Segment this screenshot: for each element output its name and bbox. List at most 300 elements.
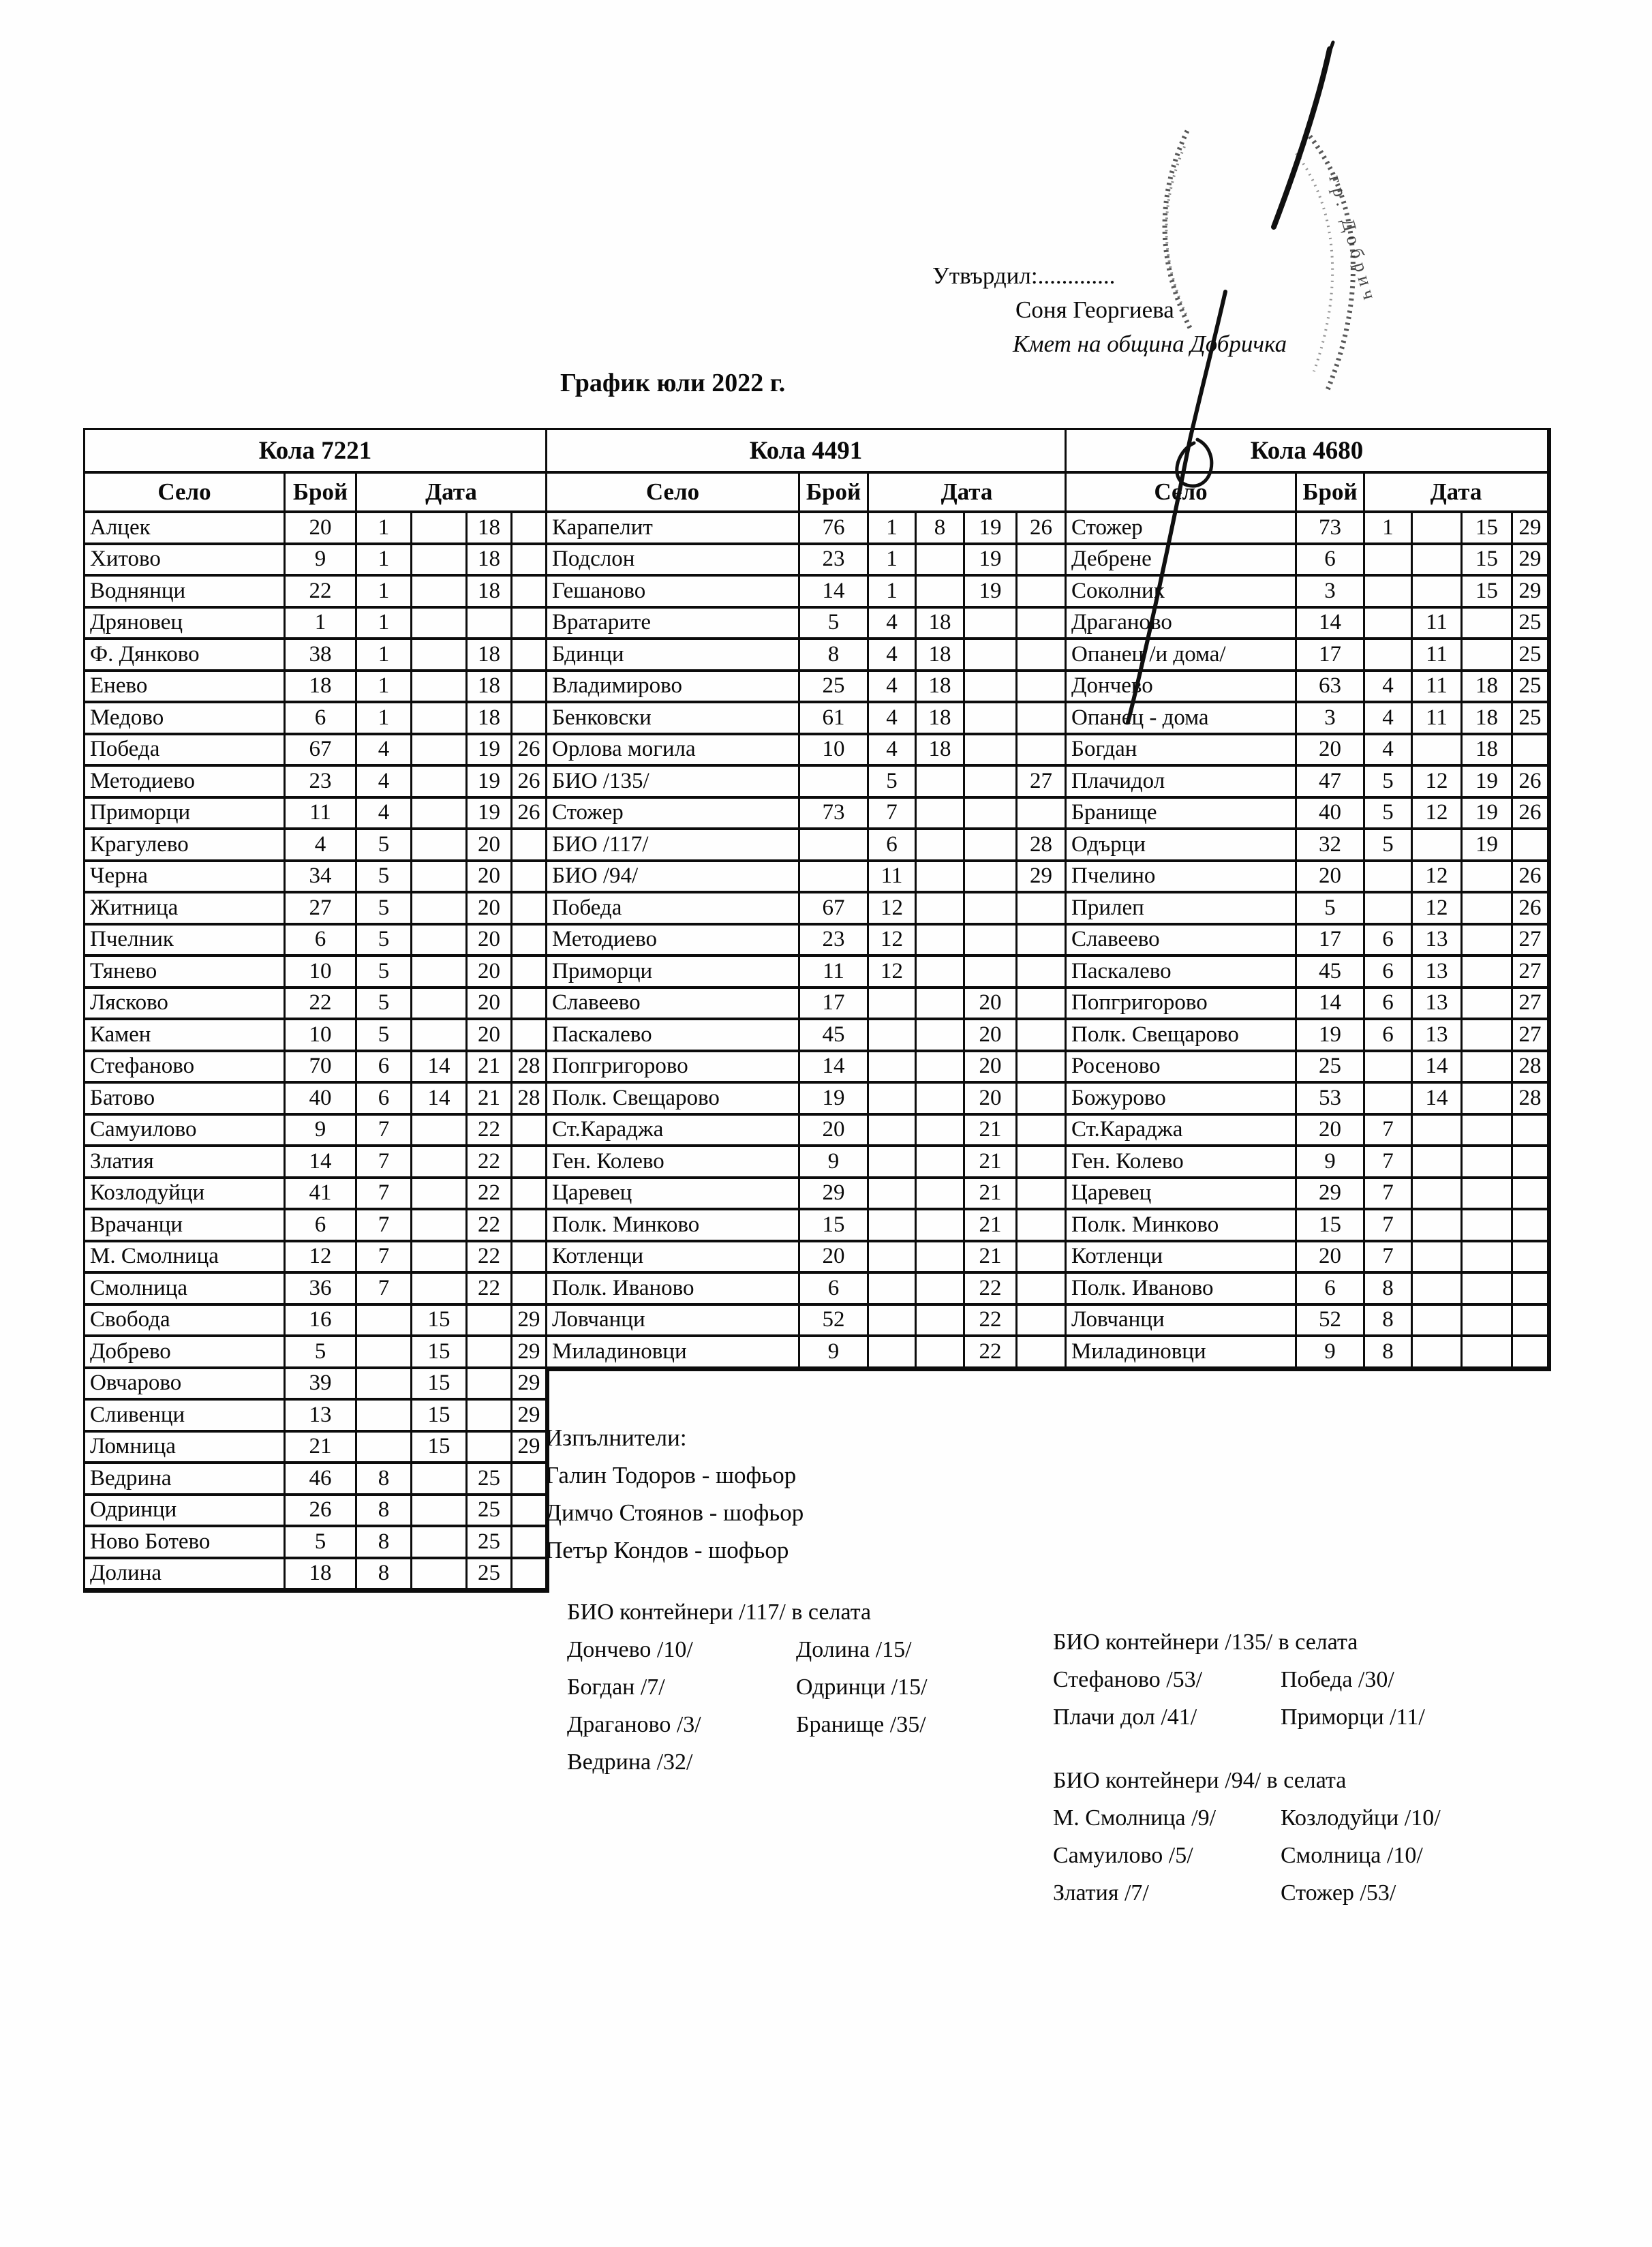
bio-item: Ведрина /32/ [567,1749,693,1775]
date-cell [1463,609,1513,641]
village-cell: Бранище [1067,799,1297,831]
bio-item: Победа /30/ [1281,1667,1394,1692]
column-header-village: Село [1067,474,1297,513]
date-cell: 20 [965,1052,1018,1084]
count-cell [800,767,869,799]
date-cell: 8 [1365,1274,1413,1306]
village-cell: Медово [85,703,286,735]
date-cell: 29 [513,1337,547,1369]
date-cell: 8 [357,1559,412,1591]
date-cell [412,1210,468,1242]
bio-section-title: БИО контейнери /117/ в селата [567,1600,872,1625]
date-cell [1018,545,1067,577]
date-cell: 19 [965,513,1018,545]
date-cell [917,957,965,989]
village-cell: БИО /135/ [547,767,800,799]
date-cell [513,640,547,672]
date-cell: 4 [869,735,917,767]
date-cell: 20 [468,893,513,926]
date-cell [412,1496,468,1528]
date-cell [513,1464,547,1496]
date-cell [1413,830,1463,862]
village-cell: Дряновец [85,609,286,641]
date-cell [412,640,468,672]
date-cell [468,609,513,641]
village-cell: Полк. Иваново [1067,1274,1297,1306]
date-cell: 21 [468,1052,513,1084]
date-cell: 7 [1365,1210,1413,1242]
date-cell [1513,1116,1549,1148]
date-cell [917,1306,965,1338]
date-cell [917,1210,965,1242]
count-cell: 14 [800,577,869,609]
date-cell [869,1116,917,1148]
village-cell: Батово [85,1084,286,1116]
date-cell: 4 [1365,703,1413,735]
date-cell: 7 [869,799,917,831]
village-cell: Крагулево [85,830,286,862]
date-cell: 6 [869,830,917,862]
count-cell: 20 [286,513,357,545]
date-cell [1413,1179,1463,1211]
village-cell: Ген. Колево [1067,1147,1297,1179]
date-cell: 4 [869,609,917,641]
village-cell: Плачидол [1067,767,1297,799]
date-cell [1513,1337,1549,1369]
date-cell: 5 [357,1020,412,1052]
village-cell: Долина [85,1559,286,1591]
date-cell [1413,1210,1463,1242]
date-cell [412,799,468,831]
count-cell: 23 [800,545,869,577]
date-cell: 4 [869,672,917,704]
date-cell: 20 [468,989,513,1021]
village-cell: Драганово [1067,609,1297,641]
count-cell: 5 [286,1527,357,1559]
village-cell: Пчелино [1067,862,1297,894]
village-cell: Приморци [547,957,800,989]
bio-item: Стожер /53/ [1281,1880,1396,1906]
date-cell: 7 [357,1116,412,1148]
date-cell [357,1337,412,1369]
count-cell: 14 [286,1147,357,1179]
village-cell: Ген. Колево [547,1147,800,1179]
count-cell: 17 [1297,926,1365,958]
date-cell: 18 [917,672,965,704]
village-cell: Победа [85,735,286,767]
column-header-date: Дата [357,474,547,513]
date-cell [917,1052,965,1084]
village-cell: Бдинци [547,640,800,672]
date-cell: 8 [357,1464,412,1496]
date-cell [1413,513,1463,545]
village-cell: Котленци [1067,1242,1297,1274]
village-cell: Сливенци [85,1401,286,1433]
date-cell: 8 [1365,1337,1413,1369]
date-cell [513,577,547,609]
date-cell: 11 [869,862,917,894]
date-cell [513,1274,547,1306]
date-cell: 22 [468,1242,513,1274]
date-cell [1018,1052,1067,1084]
count-cell: 67 [286,735,357,767]
date-cell: 8 [1365,1306,1413,1338]
date-cell [917,577,965,609]
village-cell: Камен [85,1020,286,1052]
date-cell [513,926,547,958]
village-cell: Паскалево [547,1020,800,1052]
date-cell: 18 [468,640,513,672]
date-cell: 7 [1365,1147,1413,1179]
count-cell: 3 [1297,577,1365,609]
count-cell: 22 [286,577,357,609]
date-cell: 6 [357,1084,412,1116]
date-cell: 28 [1018,830,1067,862]
date-cell: 25 [468,1527,513,1559]
date-cell [513,1179,547,1211]
date-cell [1463,926,1513,958]
date-cell: 18 [1463,672,1513,704]
count-cell: 23 [286,767,357,799]
column-header-date: Дата [1365,474,1549,513]
date-cell: 5 [357,926,412,958]
date-cell [1463,1020,1513,1052]
date-cell [1513,1147,1549,1179]
count-cell: 1 [286,609,357,641]
date-cell: 20 [468,926,513,958]
date-cell [869,989,917,1021]
count-cell: 9 [1297,1147,1365,1179]
village-cell: Владимирово [547,672,800,704]
date-cell [965,957,1018,989]
date-cell: 5 [1365,830,1413,862]
count-cell: 23 [800,926,869,958]
date-cell [965,609,1018,641]
village-cell: Попгригорово [547,1052,800,1084]
date-cell: 18 [917,735,965,767]
date-cell: 6 [1365,926,1413,958]
date-cell: 28 [1513,1052,1549,1084]
date-cell [468,1433,513,1465]
date-cell [1413,577,1463,609]
date-cell [1365,640,1413,672]
stamp-text: гр. Добрич [1325,172,1381,307]
date-cell: 18 [917,640,965,672]
count-cell: 22 [286,989,357,1021]
date-cell: 25 [1513,609,1549,641]
village-cell: Прилеп [1067,893,1297,926]
village-cell: Златия [85,1147,286,1179]
date-cell [965,767,1018,799]
village-cell: Ст.Караджа [547,1116,800,1148]
village-cell: Орлова могила [547,735,800,767]
date-cell [1463,862,1513,894]
count-cell: 6 [286,703,357,735]
date-cell [869,1274,917,1306]
date-cell [917,1179,965,1211]
village-cell: Славеево [1067,926,1297,958]
date-cell: 8 [357,1496,412,1528]
date-cell: 4 [869,640,917,672]
date-cell [513,989,547,1021]
bio-row [1053,1837,1441,1874]
date-cell [917,1084,965,1116]
village-cell: Стожер [547,799,800,831]
village-cell: Богдан [1067,735,1297,767]
count-cell: 32 [1297,830,1365,862]
date-cell: 4 [869,703,917,735]
approver-name: Соня Георгиева [1015,296,1174,323]
bio-row [1053,1874,1441,1912]
village-cell: Ст.Караджа [1067,1116,1297,1148]
count-cell [800,830,869,862]
count-cell: 47 [1297,767,1365,799]
date-cell: 29 [513,1369,547,1401]
date-cell: 18 [468,577,513,609]
date-cell [412,1242,468,1274]
count-cell: 52 [1297,1306,1365,1338]
date-cell [357,1401,412,1433]
count-cell: 19 [1297,1020,1365,1052]
date-cell [917,862,965,894]
village-cell: Божурово [1067,1084,1297,1116]
bio-item: Смолница /10/ [1281,1843,1423,1868]
count-cell: 38 [286,640,357,672]
village-cell: Полк. Минково [547,1210,800,1242]
date-cell [1365,609,1413,641]
date-cell [1513,1210,1549,1242]
date-cell: 19 [1463,830,1513,862]
date-cell [1365,577,1413,609]
column-header-village: Село [85,474,286,513]
date-cell: 5 [357,862,412,894]
count-cell: 20 [1297,735,1365,767]
date-cell: 11 [1413,703,1463,735]
count-cell: 6 [286,926,357,958]
village-cell: Ф. Дянково [85,640,286,672]
date-cell: 4 [357,735,412,767]
date-cell [869,1210,917,1242]
date-cell: 20 [965,1084,1018,1116]
date-cell [412,926,468,958]
date-cell: 29 [513,1401,547,1433]
bio-item: Драганово /3/ [567,1712,701,1737]
date-cell [412,672,468,704]
date-cell: 8 [917,513,965,545]
village-cell: Добрево [85,1337,286,1369]
village-cell: Котленци [547,1242,800,1274]
village-cell: Славеево [547,989,800,1021]
date-cell [1018,989,1067,1021]
village-cell: Ломница [85,1433,286,1465]
bio-row [1053,1799,1441,1837]
date-cell: 21 [965,1210,1018,1242]
date-cell [965,640,1018,672]
count-cell: 20 [1297,1242,1365,1274]
schedule-table-kola-4491 [545,428,1069,1371]
date-cell: 7 [1365,1116,1413,1148]
bio-row [567,1668,928,1706]
date-cell [412,1147,468,1179]
date-cell [1513,735,1549,767]
date-cell [869,1084,917,1116]
date-cell: 27 [1513,989,1549,1021]
date-cell: 1 [357,703,412,735]
village-cell: Соколник [1067,577,1297,609]
date-cell: 19 [965,577,1018,609]
date-cell [1463,1242,1513,1274]
bio-item: Богдан /7/ [567,1675,665,1700]
date-cell [513,609,547,641]
date-cell [917,767,965,799]
date-cell [468,1369,513,1401]
date-cell: 1 [357,545,412,577]
date-cell [1018,1210,1067,1242]
count-cell: 26 [286,1496,357,1528]
date-cell: 22 [965,1337,1018,1369]
date-cell: 19 [468,799,513,831]
count-cell: 9 [1297,1337,1365,1369]
count-cell: 46 [286,1464,357,1496]
date-cell: 15 [412,1306,468,1338]
date-cell: 26 [513,735,547,767]
date-cell: 21 [468,1084,513,1116]
date-cell [412,957,468,989]
bio-containers-135-section [1053,1623,1425,1736]
village-cell: Полк. Минково [1067,1210,1297,1242]
date-cell [1513,1306,1549,1338]
date-cell [1463,1179,1513,1211]
count-cell: 40 [1297,799,1365,831]
date-cell: 27 [1513,926,1549,958]
village-cell: Методиево [547,926,800,958]
village-cell: Ведрина [85,1464,286,1496]
date-cell [1463,957,1513,989]
village-cell: Пчелник [85,926,286,958]
date-cell [412,609,468,641]
date-cell [917,799,965,831]
village-cell: Воднянци [85,577,286,609]
date-cell [513,513,547,545]
village-cell: Свобода [85,1306,286,1338]
village-cell: Врачанци [85,1210,286,1242]
date-cell: 14 [412,1052,468,1084]
date-cell [412,830,468,862]
date-cell [1018,1306,1067,1338]
date-cell [1018,1116,1067,1148]
village-cell: Миладиновци [547,1337,800,1369]
bio-section-title: БИО контейнери /135/ в селата [1053,1630,1358,1655]
date-cell [1018,1020,1067,1052]
executor-line: Петър Кондов - шофьор [545,1537,789,1563]
count-cell: 10 [286,957,357,989]
date-cell [412,862,468,894]
approval-block [932,259,1287,361]
count-cell: 9 [800,1147,869,1179]
count-cell: 34 [286,862,357,894]
village-cell: Подслон [547,545,800,577]
approver-role: Кмет на община Добричка [1013,331,1287,357]
village-cell: Бенковски [547,703,800,735]
date-cell: 12 [1413,799,1463,831]
date-cell [1018,1147,1067,1179]
date-cell [1018,640,1067,672]
date-cell [412,513,468,545]
date-cell: 5 [869,767,917,799]
count-cell: 29 [1297,1179,1365,1211]
count-cell: 27 [286,893,357,926]
count-cell: 18 [286,672,357,704]
count-cell: 15 [800,1210,869,1242]
village-cell: Черна [85,862,286,894]
count-cell: 10 [800,735,869,767]
date-cell: 1 [357,672,412,704]
date-cell [412,577,468,609]
date-cell [468,1401,513,1433]
date-cell [513,672,547,704]
date-cell [1018,703,1067,735]
date-cell: 21 [965,1179,1018,1211]
date-cell: 14 [1413,1084,1463,1116]
date-cell: 20 [468,830,513,862]
date-cell [513,1559,547,1591]
bio-row [1053,1698,1425,1736]
count-cell: 20 [800,1116,869,1148]
date-cell [513,830,547,862]
village-cell: Царевец [547,1179,800,1211]
date-cell: 15 [412,1369,468,1401]
date-cell: 26 [513,767,547,799]
date-cell [1018,735,1067,767]
count-cell: 53 [1297,1084,1365,1116]
bio-item: Плачи дол /41/ [1053,1705,1197,1730]
count-cell: 14 [800,1052,869,1084]
column-header-count: Брой [1297,474,1365,513]
date-cell [917,545,965,577]
approval-label: Утвърдил:............. [932,262,1116,289]
count-cell: 63 [1297,672,1365,704]
date-cell: 26 [1513,767,1549,799]
village-cell: Паскалево [1067,957,1297,989]
date-cell [1513,1179,1549,1211]
date-cell [869,1337,917,1369]
count-cell: 25 [1297,1052,1365,1084]
date-cell: 18 [468,545,513,577]
date-cell: 7 [357,1274,412,1306]
date-cell [1463,1306,1513,1338]
village-cell: М. Смолница [85,1242,286,1274]
date-cell [1463,1337,1513,1369]
date-cell: 21 [965,1116,1018,1148]
village-cell: Смолница [85,1274,286,1306]
date-cell: 11 [1413,672,1463,704]
date-cell: 26 [1513,893,1549,926]
date-cell [869,1020,917,1052]
count-cell: 6 [1297,545,1365,577]
date-cell: 1 [869,577,917,609]
count-cell: 14 [1297,989,1365,1021]
village-cell: Стефаново [85,1052,286,1084]
date-cell [1463,893,1513,926]
date-cell: 27 [1018,767,1067,799]
date-cell [965,799,1018,831]
date-cell: 14 [412,1084,468,1116]
date-cell: 15 [1463,545,1513,577]
village-cell: Приморци [85,799,286,831]
village-cell: Тянево [85,957,286,989]
date-cell [1018,672,1067,704]
bio-item: Самуилово /5/ [1053,1843,1193,1868]
